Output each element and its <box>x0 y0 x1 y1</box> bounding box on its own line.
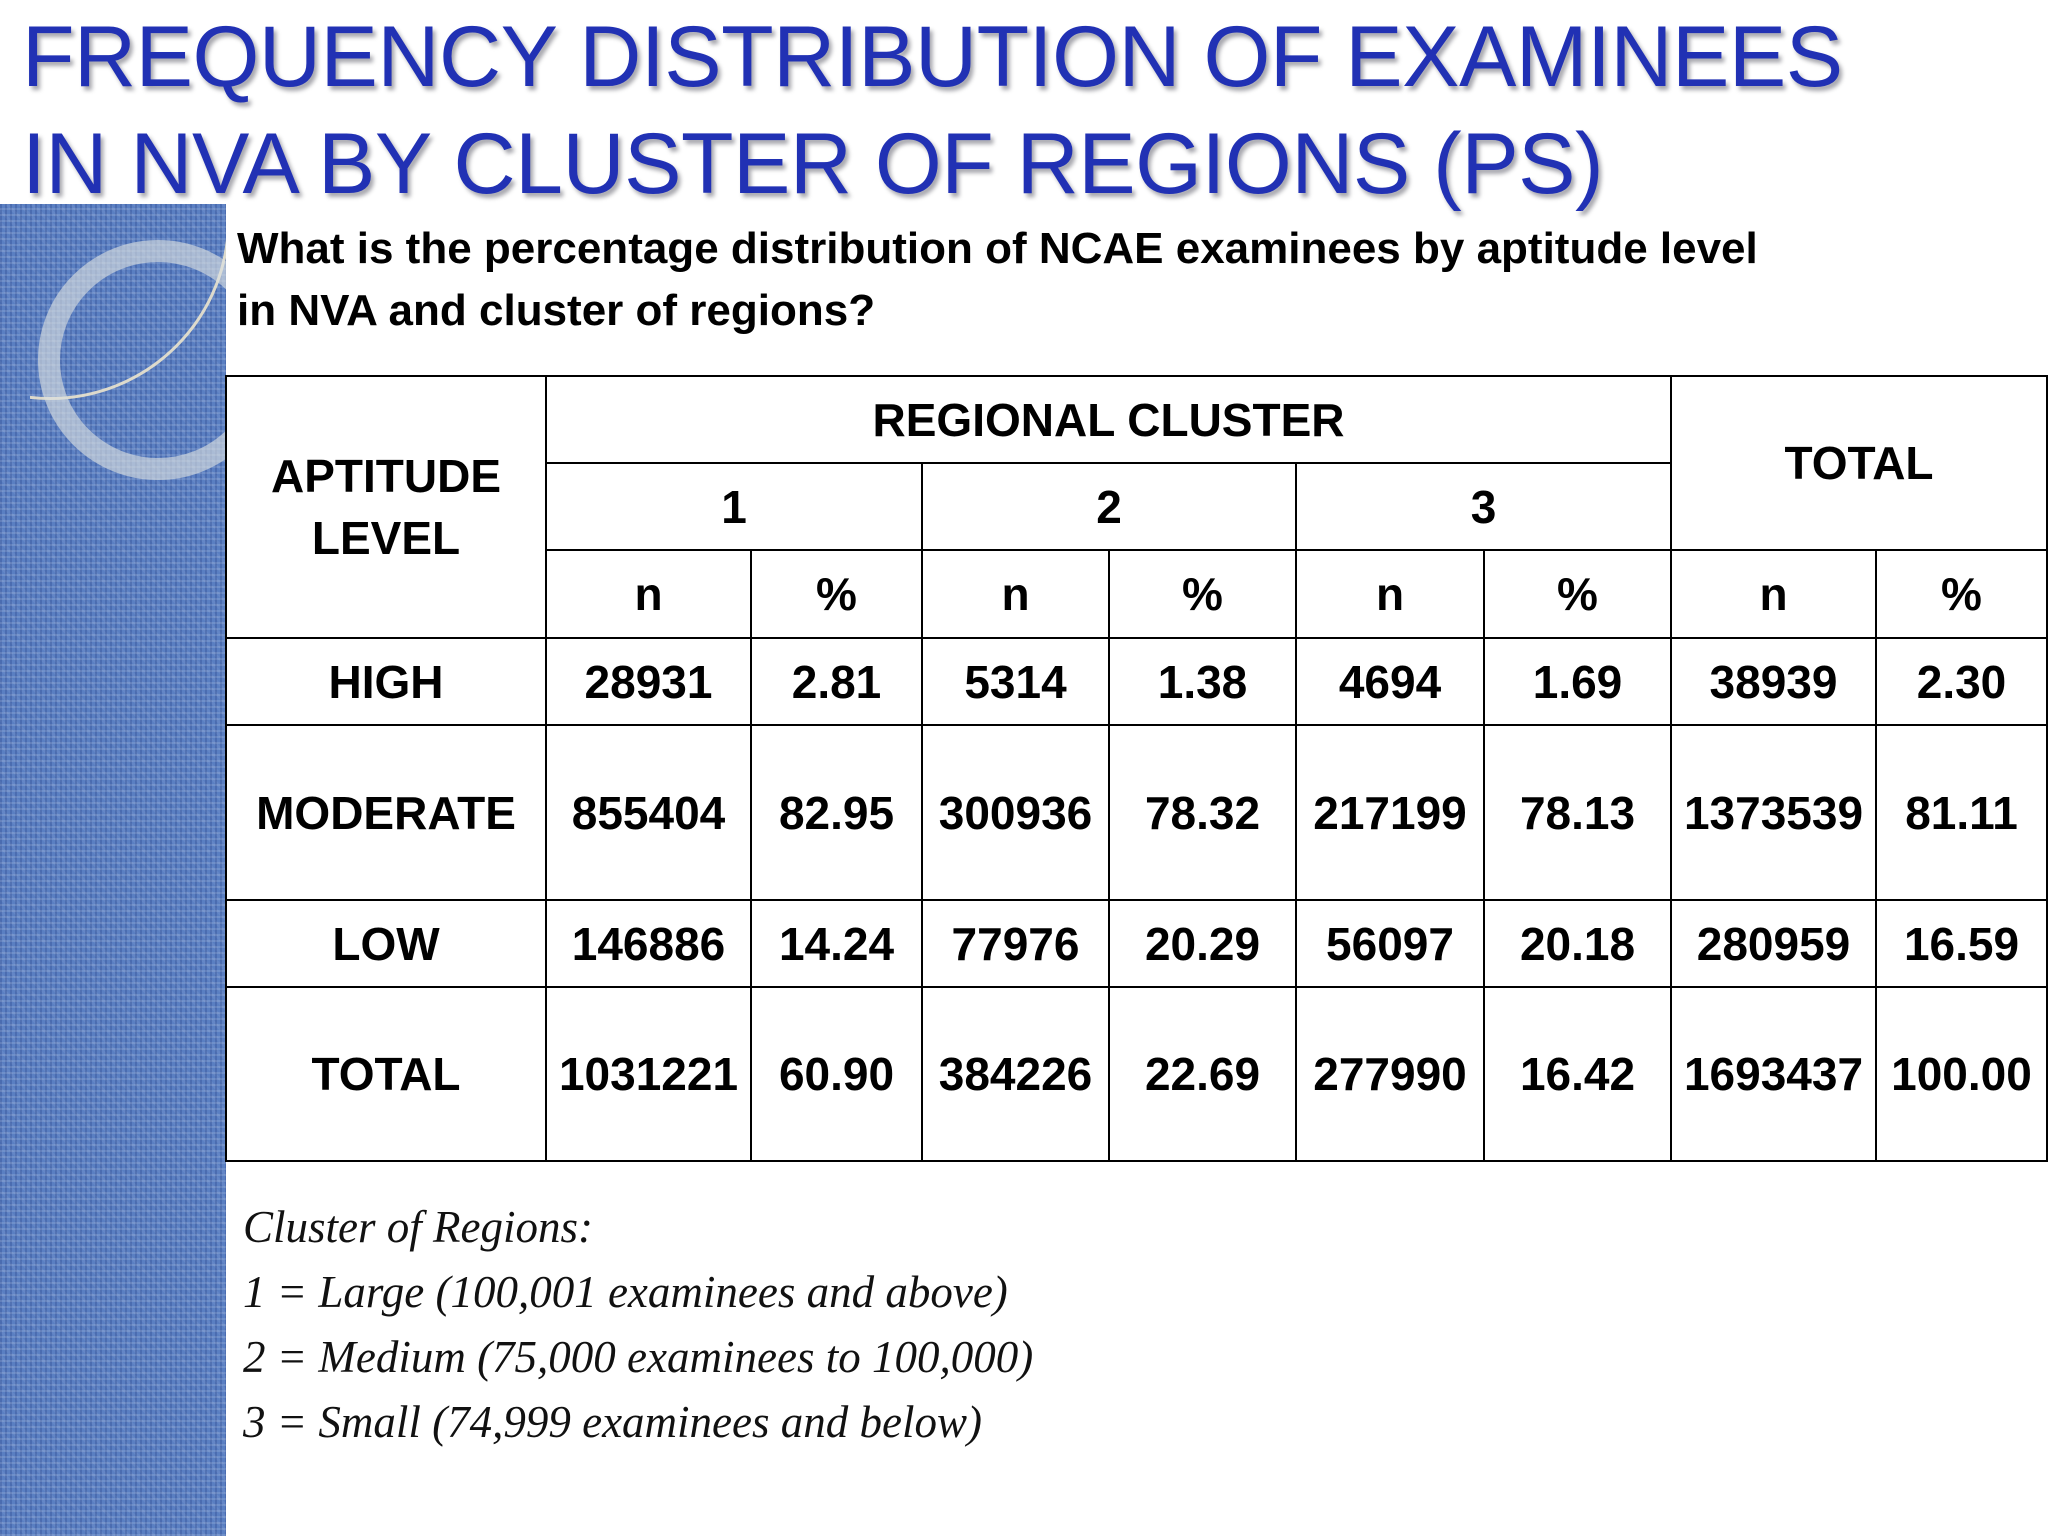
table-cell: 2.30 <box>1876 638 2047 725</box>
aptitude-level-header: APTITUDE LEVEL <box>226 376 546 638</box>
cluster-2-n-header: n <box>922 550 1109 638</box>
cluster-1-header: 1 <box>546 463 922 550</box>
table-cell: 5314 <box>922 638 1109 725</box>
row-label-low: LOW <box>226 900 546 987</box>
aptitude-distribution-table <box>225 375 2048 1162</box>
table-cell: 280959 <box>1671 900 1876 987</box>
cluster-1-n-header: n <box>546 550 751 638</box>
table-cell: 60.90 <box>751 987 922 1161</box>
table-row-total <box>226 987 2047 1161</box>
regional-cluster-header: REGIONAL CLUSTER <box>546 376 1671 463</box>
cluster-2-header: 2 <box>922 463 1296 550</box>
total-pct-header: % <box>1876 550 2047 638</box>
table-cell: 855404 <box>546 725 751 900</box>
total-header: TOTAL <box>1671 376 2047 550</box>
table-cell: 1693437 <box>1671 987 1876 1161</box>
table-row-moderate <box>226 725 2047 900</box>
table-cell: 217199 <box>1296 725 1484 900</box>
table-row-low <box>226 900 2047 987</box>
cluster-1-pct-header: % <box>751 550 922 638</box>
row-label-high: HIGH <box>226 638 546 725</box>
table-cell: 1031221 <box>546 987 751 1161</box>
cluster-3-n-header: n <box>1296 550 1484 638</box>
table-cell: 1373539 <box>1671 725 1876 900</box>
row-label-total: TOTAL <box>226 987 546 1161</box>
table-cell: 56097 <box>1296 900 1484 987</box>
cluster-legend-heading: Cluster of Regions: <box>243 1202 593 1252</box>
table-cell: 16.59 <box>1876 900 2047 987</box>
table-cell: 300936 <box>922 725 1109 900</box>
table-cell: 82.95 <box>751 725 922 900</box>
cluster-legend-item: 3 = Small (74,999 examinees and below) <box>243 1397 982 1447</box>
table-cell: 78.32 <box>1109 725 1296 900</box>
table-cell: 277990 <box>1296 987 1484 1161</box>
table-cell: 384226 <box>922 987 1109 1161</box>
table-cell: 22.69 <box>1109 987 1296 1161</box>
table-cell: 38939 <box>1671 638 1876 725</box>
table-cell: 78.13 <box>1484 725 1671 900</box>
total-n-header: n <box>1671 550 1876 638</box>
cluster-legend-item: 1 = Large (100,001 examinees and above) <box>243 1267 1008 1317</box>
question-line-1: What is the percentage distribution of NCAE examinees by aptitude level <box>237 224 1758 273</box>
question-text <box>237 218 2037 342</box>
table-cell: 14.24 <box>751 900 922 987</box>
table-cell: 20.29 <box>1109 900 1296 987</box>
table-cell: 20.18 <box>1484 900 1671 987</box>
cluster-2-pct-header: % <box>1109 550 1296 638</box>
table-cell: 16.42 <box>1484 987 1671 1161</box>
table-cell: 146886 <box>546 900 751 987</box>
table-cell: 4694 <box>1296 638 1484 725</box>
slide-title <box>22 4 1843 218</box>
table-cell: 77976 <box>922 900 1109 987</box>
table-cell: 2.81 <box>751 638 922 725</box>
title-line-1: FREQUENCY DISTRIBUTION OF EXAMINEES <box>22 9 1843 105</box>
row-label-moderate: MODERATE <box>226 725 546 900</box>
table-cell: 1.38 <box>1109 638 1296 725</box>
cluster-3-header: 3 <box>1296 463 1671 550</box>
table-cell: 100.00 <box>1876 987 2047 1161</box>
title-line-2: IN NVA BY CLUSTER OF REGIONS (PS) <box>22 116 1604 212</box>
cluster-legend-item: 2 = Medium (75,000 examinees to 100,000) <box>243 1332 1034 1382</box>
question-line-2: in NVA and cluster of regions? <box>237 286 876 335</box>
table-cell: 1.69 <box>1484 638 1671 725</box>
table-cell: 28931 <box>546 638 751 725</box>
cluster-3-pct-header: % <box>1484 550 1671 638</box>
table-cell: 81.11 <box>1876 725 2047 900</box>
cluster-legend <box>243 1195 1033 1455</box>
table-row-high <box>226 638 2047 725</box>
